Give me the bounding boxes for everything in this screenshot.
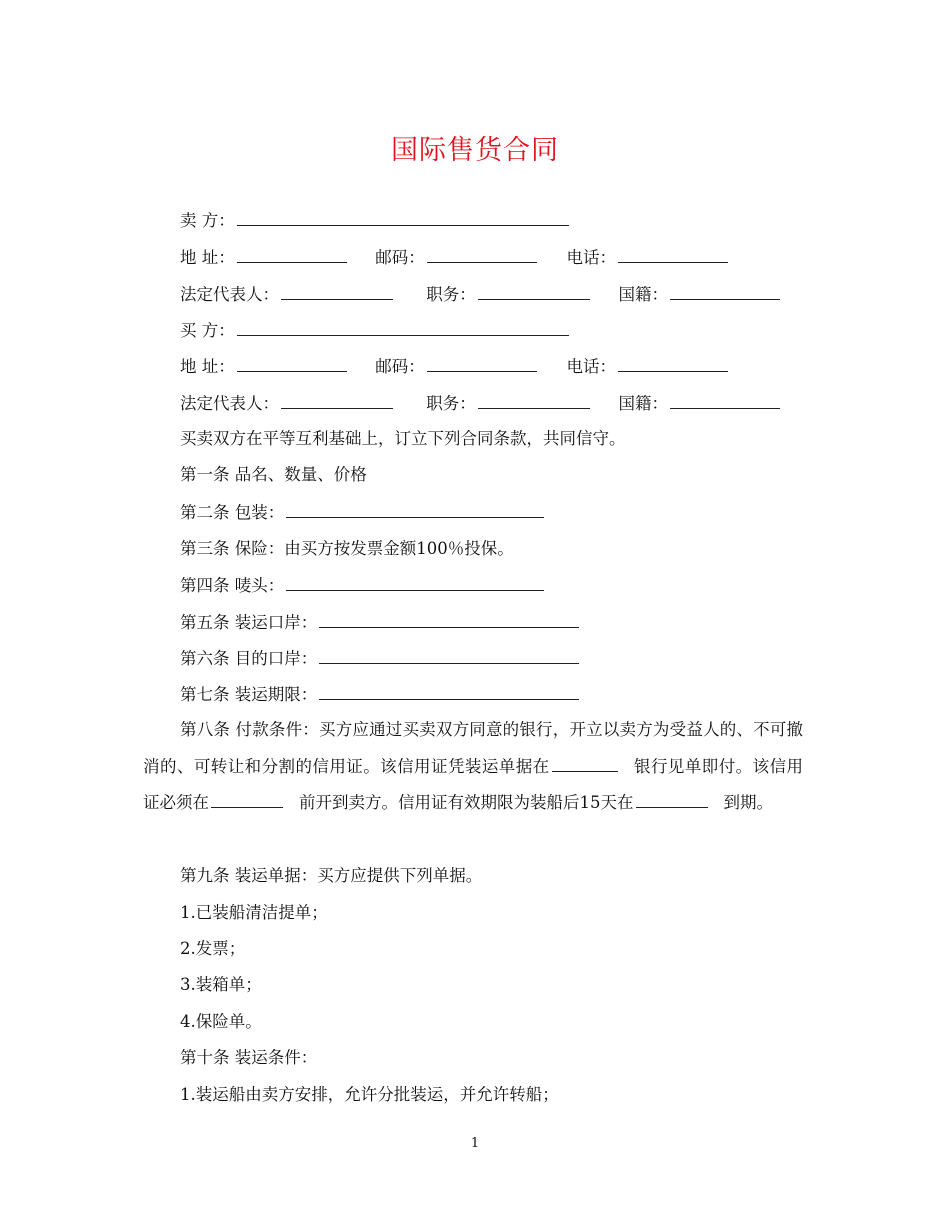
seller-rep-line [180,282,780,306]
article-7-line [180,682,579,706]
article-8-part3: 前开到卖方。信用证有效期限为装船后15天在 [299,793,634,812]
destination-port-blank[interactable] [319,646,579,664]
article-8-part4: 到期。 [723,793,773,812]
buyer-postcode-label: 邮码： [375,357,425,376]
seller-rep-label: 法定代表人： [180,285,279,304]
bank-blank[interactable] [552,754,618,772]
buyer-address-blank[interactable] [237,354,347,372]
list-item: 1.装运船由卖方安排，允许分批装运，并允许转船； [180,1085,559,1104]
seller-position-label: 职务： [426,285,476,304]
seller-phone-blank[interactable] [618,245,728,263]
seller-rep-blank[interactable] [281,282,393,300]
article-8-part1: 第八条 付款条件：买方应通过买卖双方同意的银行，开立以卖方为受益人的、不可撤消的、可转让和分割的信用证。该信用证凭装运单据在 [143,720,803,776]
article-9: 第九条 装运单据：买方应提供下列单据。 [180,866,483,885]
buyer-phone-label: 电话： [566,357,616,376]
buyer-rep-line [180,391,780,415]
buyer-rep-blank[interactable] [281,391,393,409]
buyer-address-line [180,354,728,378]
buyer-label: 买 方： [180,321,235,340]
seller-name-blank[interactable] [237,208,569,226]
seller-postcode-blank[interactable] [427,245,537,263]
seller-phone-label: 电话： [566,248,616,267]
seller-postcode-label: 邮码： [375,248,425,267]
seller-nationality-label: 国籍： [618,285,668,304]
article-8-part2: 银行见单即付。该信用证必须在 [143,756,804,812]
buyer-name-blank[interactable] [237,318,569,336]
shipment-period-blank[interactable] [319,682,579,700]
loading-port-blank[interactable] [319,610,579,628]
article-5-line [180,610,579,634]
buyer-postcode-blank[interactable] [427,354,537,372]
article-8-paragraph [143,712,803,822]
article-1: 第一条 品名、数量、价格 [180,465,367,484]
lc-date-blank[interactable] [211,790,283,808]
list-item: 2.发票； [180,939,246,958]
packing-blank[interactable] [286,500,544,518]
article-3: 第三条 保险：由买方按发票金额100％投保。 [180,539,514,558]
article-6: 第六条 目的口岸： [180,649,318,668]
buyer-nationality-label: 国籍： [618,394,668,413]
intro-text: 买卖双方在平等互利基础上，订立下列合同条款，共同信守。 [180,429,626,448]
seller-address-blank[interactable] [237,245,347,263]
article-7: 第七条 装运期限： [180,685,318,704]
seller-line [180,208,569,232]
buyer-rep-label: 法定代表人： [180,394,279,413]
article-10: 第十条 装运条件： [180,1048,318,1067]
seller-position-blank[interactable] [478,282,590,300]
marks-blank[interactable] [286,573,544,591]
page-number: 1 [470,1136,480,1151]
buyer-position-label: 职务： [426,394,476,413]
article-5: 第五条 装运口岸： [180,613,318,632]
buyer-line [180,318,569,342]
seller-address-line [180,245,728,269]
article-2: 第二条 包装： [180,503,285,522]
article-4-line [180,573,544,597]
article-6-line [180,646,579,670]
article-4: 第四条 唛头： [180,576,285,595]
buyer-phone-blank[interactable] [618,354,728,372]
list-item: 4.保险单。 [180,1012,262,1031]
seller-address-label: 地 址： [180,248,235,267]
list-item: 3.装箱单； [180,975,262,994]
article-2-line [180,500,544,524]
expiry-place-blank[interactable] [636,790,708,808]
list-item: 1.已装船清洁提单； [180,903,328,922]
buyer-nationality-blank[interactable] [670,391,780,409]
buyer-position-blank[interactable] [478,391,590,409]
seller-label: 卖 方： [180,211,235,230]
document-title: 国际售货合同 [391,135,559,166]
seller-nationality-blank[interactable] [670,282,780,300]
buyer-address-label: 地 址： [180,357,235,376]
